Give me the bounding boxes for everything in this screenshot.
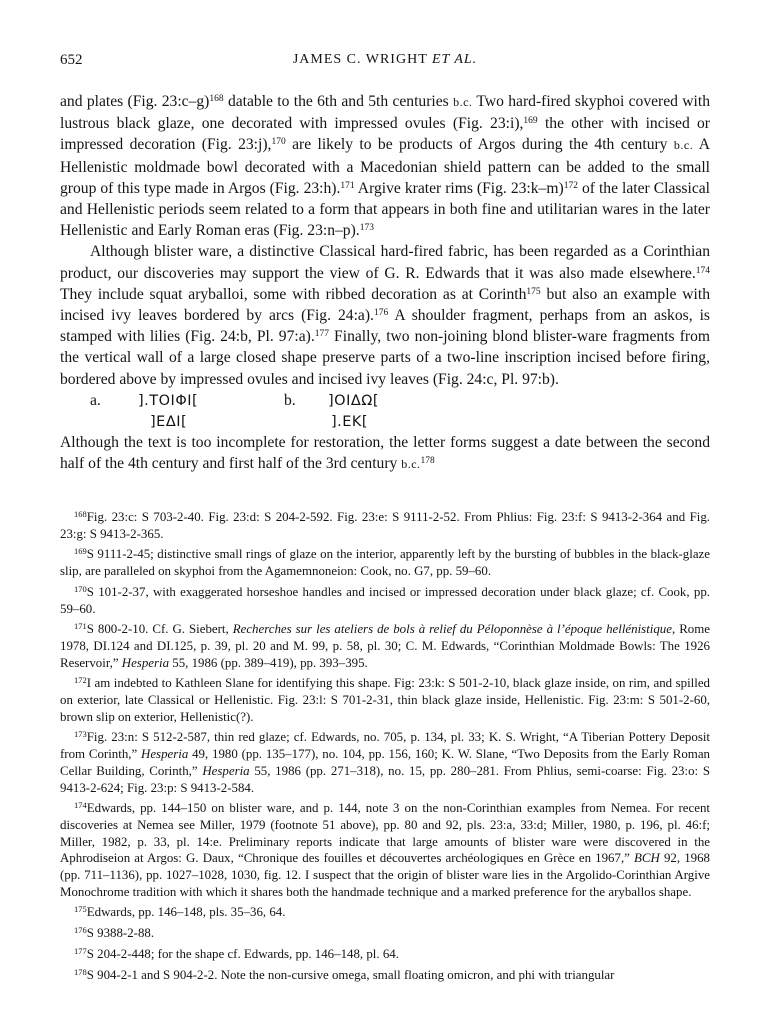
body-text xyxy=(60,91,710,475)
footnote-177: $^{177}$S 204-2-448; for the shape cf. Edwards, pp. 146–148, pl. 64. xyxy=(74,945,399,961)
footnote-176: $^{176}$S 9388-2-88. xyxy=(74,925,155,941)
inscription-b-line-2: ].ΕΚ[ xyxy=(331,413,369,430)
inscription-label-a: a. xyxy=(90,391,101,409)
footnote-173: $^{173}$Fig. 23:n: S 512-2-587, thin red glaze; cf. Edwards, no. 705, p. 134, pl. 33; K. S. Wright, “A Tiberian Pottery Deposit from Corinth,” Hesperia 49, 1980 (pp. 135–177), no. 104, pp. 156, 160; K. W. Slane, “Two Deposits from the Early Roman Cellar Building, Corinth,” Hesperia 55, 1986 (pp. 271–318), no. 15, pp. 280–281. From Phlius, semi-coarse: Fig. 23:o: S 9413-2-624; Fig. 23:p: S 9413-2-584. xyxy=(60,729,711,795)
paragraph-1: and plates (Fig. 23:c–g)$^{168}$ datable to the 6th and 5th centuries b.c. Two hard-fired skyphoi covered with lustrous black glaze, one decorated with impressed ovules (Fig. 23:i),$^{169}$ the other with incised or impressed decoration (Fig. 23:j),$^{170}$ are likely to be products of Argos during the 4th century b.c. A Hellenistic moldmade bowl decorated with a Macedonian shield pattern can be added to the small group of this type made in Argos (Fig. 23:h).$^{171}$ Argive krater rims (Fig. 23:k–m)$^{172}$ of the later Classical and Hellenistic periods seem related to a form that appears in both fine and utilitarian wares in the later Hellenistic and Early Roman eras (Fig. 23:n–p).$^{173}$ xyxy=(60,93,711,240)
inscription-a-line-2: ]ΕΔΙ[ xyxy=(150,413,188,430)
footnote-ref: 169 xyxy=(523,116,538,127)
footnote-ref: 173 xyxy=(359,223,374,234)
running-head-author: JAMES C. WRIGHT xyxy=(292,52,428,67)
footnote-168: $^{168}$Fig. 23:c: S 703-2-40. Fig. 23:d: S 204-2-592. Fig. 23:e: S 9111-2-52. From Phlius: Fig. 23:f: S 9413-2-364 and Fig. 23:g: S 9413-2-365. xyxy=(60,509,710,541)
footnotes xyxy=(60,509,710,987)
footnote-ref: 172 xyxy=(563,180,578,191)
inscription-block xyxy=(60,390,710,432)
running-head-et-al: ET AL. xyxy=(432,52,478,67)
footnote-ref: 170 xyxy=(271,137,286,148)
footnote-ref: 174 xyxy=(695,265,710,276)
page-header xyxy=(60,52,710,72)
footnote-170: $^{170}$S 101-2-37, with exaggerated horseshoe handles and incised or impressed decoration under black glaze; cf. Cook, pp. 59–60. xyxy=(60,583,710,616)
footnote-ref: 175 xyxy=(526,286,541,297)
running-head xyxy=(60,52,710,68)
footnote-175: $^{175}$Edwards, pp. 146–148, pls. 35–36, 64. xyxy=(74,904,286,920)
footnote-174: $^{174}$Edwards, pp. 144–150 on blister ware, and p. 144, note 3 on the non-Corinthian examples from Nemea. For recent discoveries at Nemea see Miller, 1979 (footnote 51 above), pp. 80 and 92, pls. 23:a, 33:d; Miller, 1980, p. 196, pl. 46:f; Miller, 1982, p. 33, pl. 14:e. Preliminary reports indicate that large amounts of blister ware were discovered in the Aphrodiseion at Argos: G. Daux, “Chronique des fouilles et découvertes archéologiques en Grèce en 1967,” BCH 92, 1968 (pp. 711–1136), pp. 1027–1028, 1030, fig. 12. I suspect that the origin of blister ware lies in the Argolido-Corinthian Argive Monochrome tradition with which it shares both the handmade technique and a marked preference for the aryballos shape. xyxy=(60,800,710,899)
footnote-169: $^{169}$S 9111-2-45; distinctive small rings of glaze on the interior, apparently left by the bursting of bubbles in the black-glaze slip, are paralleled on skyphoi from the Agamemnoneion: Cook, no. G7, pp. 59–60. xyxy=(60,546,710,579)
footnote-172: $^{172}$I am indebted to Kathleen Slane for identifying this shape. Fig: 23:k: S 501-2-10, black glaze inside, on rim, and spilled on exterior, late Classical or Hellenistic. Fig. 23:l: S 701-2-31, thin black glaze inside, Hellenistic. Fig. 23:m: S 501-2-60, brown slip on exterior, Hellenistic(?). xyxy=(60,675,710,724)
inscription-label-b: b. xyxy=(284,391,296,409)
page-number: 652 xyxy=(60,52,83,68)
footnote-ref: 168 xyxy=(209,94,224,104)
footnote-ref: 178 xyxy=(420,456,435,467)
inscription-a-line-1: ].ΤΟΙΦΙ[ xyxy=(138,392,199,409)
paragraph-3: Although the text is too incomplete for restoration, the letter forms suggest a date between the second half of the 4th century and first half of the 3rd century b.c.$^{178}$ xyxy=(60,433,710,473)
footnote-ref: 177 xyxy=(314,329,329,340)
footnote-171: $^{171}$S 800-2-10. Cf. G. Siebert, Recherches sur les ateliers de bols à relief du Péloponnèse à l’époque hellénistique, Rome 1978, DI.124 and DI.125, p. 39, pl. 20 and M. 99, p. 58, pl. 30; C. M. Edwards, “Corinthian Moldmade Bowls: The 1926 Reservoir,” Hesperia 55, 1986 (pp. 389–419), pp. 393–395. xyxy=(60,621,710,670)
footnote-ref: 176 xyxy=(373,308,389,319)
inscription-b-line-1: ]ΟΙΔΩ[ xyxy=(328,392,380,409)
footnote-178: $^{178}$S 904-2-1 and S 904-2-2. Note the non-cursive omega, small floating omicron, and phi with triangular xyxy=(74,966,615,982)
paragraph-2: Although blister ware, a distinctive Classical hard-fired fabric, has been regarded as a Corinthian product, our discoveries may support the view of G. R. Edwards that it was also made elsewhere.$^{174}$ They include squat aryballoi, some with ribbed decoration as at Corinth$^{175}$ but also an example with incised ivy leaves bordered by arcs (Fig. 24:a).$^{176}$ A shoulder fragment, perhaps from an askos, is stamped with lilies (Fig. 24:b, Pl. 97:a).$^{177}$ Finally, two non-joining blond blister-ware fragments from the vertical wall of a large closed shape preserve parts of a two-line inscription incised before firing, bordered above by impressed ovules and incised ivy leaves (Fig. 24:c, Pl. 97:b). xyxy=(60,243,711,388)
footnote-ref: 171 xyxy=(340,180,355,191)
